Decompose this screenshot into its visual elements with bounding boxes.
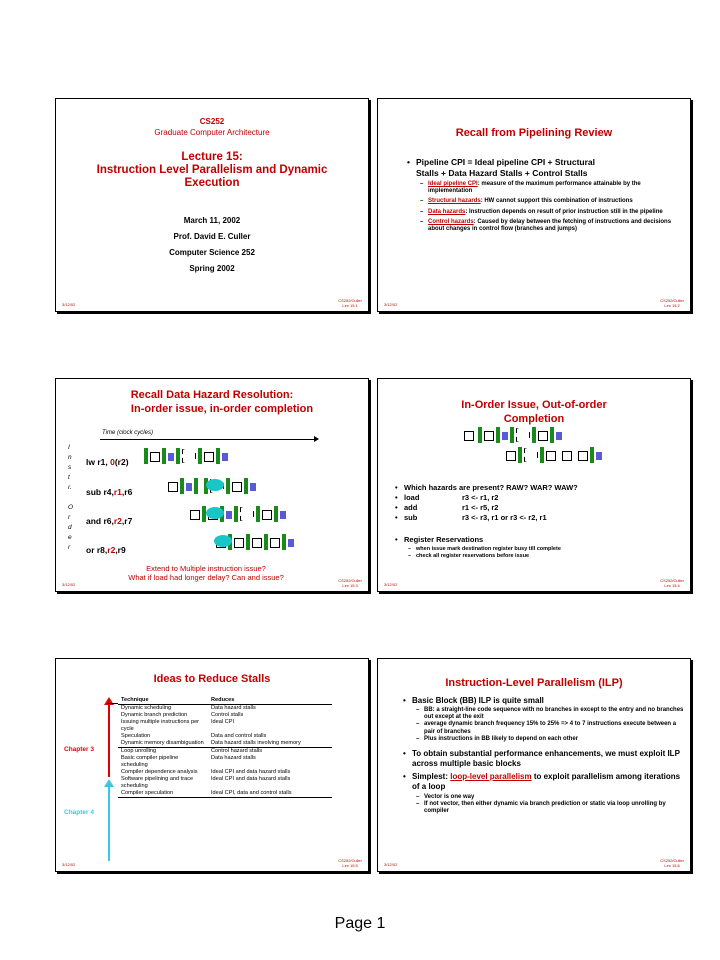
instr-lw	[86, 457, 129, 467]
credit-author: CS252/Culler	[660, 578, 684, 583]
multi-bb-bullet	[412, 749, 684, 769]
register-subs	[416, 546, 676, 560]
chapter3-arrow	[108, 703, 110, 777]
sub-text: when issue mark destination register busy till complete	[416, 546, 561, 552]
table-row	[118, 748, 332, 756]
chapter4-label: Chapter 4	[64, 809, 94, 816]
slide-title: Instruction-Level Parallelism (ILP)	[445, 677, 623, 689]
slide-title-line2: In-order issue, in-order completion	[130, 403, 314, 415]
technique-cell: Speculation	[121, 733, 151, 739]
slide-title-line1: Recall Data Hazard Resolution:	[130, 389, 294, 401]
technique-cell: Software pipelining and trace scheduling	[121, 776, 194, 789]
instruction-order-label	[68, 443, 73, 553]
slide-title: Ideas to Reduce Stalls	[153, 673, 271, 685]
sub-item	[416, 546, 676, 553]
op-load	[404, 493, 684, 503]
cpi-subbullets	[428, 181, 682, 233]
order-letter: O	[68, 504, 74, 511]
chapter3-arrow-tick	[108, 703, 118, 704]
technique-cell: Basic compiler pipeline scheduling	[121, 755, 179, 768]
order-letter: t	[68, 474, 70, 481]
order-letter: s	[68, 464, 72, 471]
column-reduces: Reduces	[208, 697, 332, 705]
reduces-cell: Data hazard stalls	[211, 705, 256, 711]
sub-item	[428, 209, 682, 216]
lecture-number: Lecture 15:	[181, 151, 243, 163]
reduces-cell: Ideal CPI and data hazard stalls	[211, 769, 291, 775]
footer-date: 3/12/02	[384, 582, 398, 587]
sub-item	[416, 553, 676, 560]
slide-2	[377, 98, 691, 312]
reduces-cell: Control hazard stalls	[211, 748, 262, 754]
instr-op: lw r1,	[86, 457, 111, 467]
reduces-cell: Data hazard stalls	[211, 755, 256, 761]
technique-cell: Issuing multiple instructions per cycle	[121, 719, 200, 732]
order-letter: r	[68, 544, 71, 551]
sub-text: : Caused by delay between the fetching of instructions and decisions about changes in control flow (branches and jumps)	[428, 218, 672, 233]
footer-credit	[660, 578, 684, 588]
order-letter: r.	[68, 484, 72, 491]
footer-credit	[338, 578, 362, 588]
register-reservations	[404, 535, 684, 546]
sub-text: : Instruction depends on result of prior instruction still in the pipeline	[465, 208, 663, 215]
sub-item	[424, 721, 684, 735]
slide-5	[55, 658, 369, 872]
slide-1	[55, 98, 369, 312]
sub-text: Vector is one way	[424, 794, 475, 800]
loop-term: loop-level parallelism	[450, 772, 532, 781]
footer-date: 3/12/02	[62, 302, 76, 307]
credit-author: CS252/Culler	[660, 298, 684, 303]
table-row	[118, 776, 332, 790]
cpi-line-1: Pipeline CPI = Ideal pipeline CPI + Structural	[416, 157, 596, 167]
sub-item	[428, 198, 682, 205]
bullet-text: Basic Block (BB) ILP is quite small	[412, 696, 544, 705]
technique-cell: Compiler dependence analysis	[121, 769, 198, 775]
lecture-topic-line1: Instruction Level Parallelism and Dynamic	[96, 164, 328, 176]
reduces-cell: Control stalls	[211, 712, 244, 718]
question-line1: Extend to Multiple instruction issue?	[146, 564, 266, 573]
order-letter: n	[68, 454, 72, 461]
reduces-cell: Ideal CPI and data hazard stalls	[211, 776, 291, 782]
hazard-bullets	[404, 483, 684, 523]
sub-text: BB: a straight-line code sequence with no branches in except to the entry and no branches out except at the exit	[424, 707, 684, 721]
technique-cell: Compiler speculation	[118, 790, 208, 798]
credit-lecture: Lec 15.1	[342, 303, 358, 308]
credit-author: CS252/Culler	[660, 858, 684, 863]
instr-or	[86, 545, 126, 555]
slide-4	[377, 378, 691, 592]
stall-techniques-table	[118, 697, 332, 798]
bullet-text: Which hazards are present? RAW? WAR? WAW?	[404, 483, 578, 492]
technique-cell: Dynamic memory disambiguation	[118, 740, 208, 748]
instr-reg: r1	[113, 487, 122, 497]
table-row	[118, 705, 332, 713]
footer-credit	[338, 858, 362, 868]
instr-op: and r6,	[86, 516, 114, 526]
footer-date: 3/12/02	[384, 862, 398, 867]
credit-author: CS252/Culler	[338, 858, 362, 863]
time-axis-label: Time (clock cycles)	[102, 430, 153, 436]
slide-6	[377, 658, 691, 872]
time-axis	[100, 439, 314, 440]
table-row	[118, 755, 332, 769]
credit-lecture: Lec 15.4	[664, 583, 680, 588]
instr-rest: ,r9	[115, 545, 126, 555]
technique-cell: Dynamic scheduling	[121, 705, 172, 711]
op-args: r1 <- r5, r2	[462, 503, 499, 512]
credit-lecture: Lec 15.2	[664, 303, 680, 308]
instr-op: or r8,	[86, 545, 108, 555]
op-name: load	[404, 493, 420, 502]
sub-text: If not vector, then either dynamic via branch prediction or static via loop unrolling by compiler	[424, 801, 666, 815]
bubble-2	[206, 507, 224, 519]
credit-author: CS252/Culler	[338, 298, 362, 303]
instr-reg: r2	[113, 516, 122, 526]
sub-item	[424, 736, 684, 743]
sub-text: average dynamic branch frequency 15% to 25% => 4 to 7 instructions execute between a pair of branches	[424, 721, 677, 735]
instr-sub	[86, 487, 132, 497]
footer-date: 3/12/02	[62, 862, 76, 867]
sub-item	[424, 707, 684, 721]
term-structural: Structural hazards	[428, 198, 481, 205]
reduces-cell: Data and control stalls	[211, 733, 267, 739]
page-number: Page 1	[334, 915, 386, 932]
term: Spring 2002	[189, 264, 235, 273]
loop-bullet	[412, 772, 684, 792]
pipeline-row-or	[216, 533, 326, 551]
sub-text: : measure of the maximum performance attainable by the implementation	[428, 181, 641, 195]
department: Computer Science 252	[169, 248, 255, 257]
slide-title-line2: Completion	[503, 413, 565, 425]
footer-date: 3/12/02	[384, 302, 398, 307]
op-name: add	[404, 503, 418, 512]
bullet-text: Register Reservations	[404, 535, 484, 544]
footer-credit	[660, 858, 684, 868]
instr-reg: 0	[110, 457, 115, 467]
term-control: Control hazards	[428, 218, 474, 225]
order-letter: d	[68, 524, 72, 531]
op-name: sub	[404, 513, 418, 522]
reduces-cell: Ideal CPI	[211, 719, 235, 725]
reduces-cell: Ideal CPI, data and control stalls	[208, 790, 332, 798]
bullet-text: Simplest:	[412, 772, 451, 781]
ooo-pipeline-row-2	[506, 446, 616, 464]
instr-rest: (r2)	[114, 457, 129, 467]
bullet-text: To obtain substantial performance enhancements, we must exploit ILP across multiple basic blocks	[412, 749, 680, 768]
bb-subs	[424, 707, 684, 743]
instr-op: sub r4,	[86, 487, 114, 497]
order-letter: e	[68, 534, 72, 541]
professor: Prof. David E. Culler	[173, 232, 251, 241]
lecture-topic-line2: Execution	[184, 177, 240, 189]
table-row	[118, 790, 332, 798]
sub-text: Plus instructions in BB likely to depend on each other	[424, 735, 579, 742]
reduces-cell: Data hazard stalls involving memory	[208, 740, 332, 748]
bubble-1	[206, 479, 224, 491]
sub-item	[428, 219, 682, 233]
table-row	[118, 740, 332, 748]
op-add	[404, 503, 684, 513]
chapter3-label: Chapter 3	[64, 746, 94, 753]
order-letter: r	[68, 514, 71, 521]
sub-text: check all register reservations before issue	[416, 553, 530, 560]
credit-lecture: Lec 15.5	[342, 863, 358, 868]
sub-item	[424, 801, 684, 815]
technique-cell: Loop unrolling	[121, 748, 157, 754]
chapter4-arrow	[108, 785, 110, 861]
hazard-question	[404, 483, 684, 493]
credit-author: CS252/Culler	[338, 578, 362, 583]
term-data: Data hazards	[428, 208, 466, 215]
chapter4-arrowhead	[104, 779, 114, 787]
slide-title-line1: In-Order Issue, Out-of-order	[461, 399, 607, 411]
loop-subs	[424, 794, 684, 816]
instr-reg: r2	[107, 545, 116, 555]
op-args: r3 <- r3, r1 or r3 <- r2, r1	[462, 513, 547, 522]
instr-rest: ,r6	[121, 487, 133, 497]
order-letter: I	[68, 444, 70, 451]
question-line2: What if load had longer delay? Can and issue?	[128, 573, 284, 582]
slide-3	[55, 378, 369, 592]
term-ideal: Ideal pipeline CPI	[428, 181, 478, 187]
credit-lecture: Lec 15.6	[664, 863, 680, 868]
op-sub	[404, 513, 684, 523]
table-row	[118, 712, 332, 719]
cpi-bullet	[416, 157, 686, 178]
footer-credit	[660, 298, 684, 308]
table-row	[118, 769, 332, 776]
pipeline-row-sub	[168, 477, 288, 495]
sub-item	[428, 181, 682, 195]
op-args: r3 <- r1, r2	[462, 493, 499, 502]
footer-credit	[338, 298, 362, 308]
technique-cell: Dynamic branch prediction	[121, 712, 188, 718]
bubble-3	[214, 535, 232, 547]
cpi-line-2: Stalls + Data Hazard Stalls + Control Stalls	[416, 167, 588, 178]
order-letter	[68, 493, 73, 503]
footer-date: 3/12/02	[62, 582, 76, 587]
pipeline-row-lw	[144, 447, 264, 465]
table-row	[118, 719, 332, 733]
bb-bullet	[412, 696, 684, 707]
credit-lecture: Lec 15.3	[342, 583, 358, 588]
time-axis-arrow	[314, 436, 319, 442]
bullet-text: to exploit parallelism among iterations of a loop	[412, 772, 681, 791]
sub-text: : HW cannot support this combination of instructions	[480, 198, 633, 205]
column-technique: Technique	[118, 697, 208, 705]
slide-title: Recall from Pipelining Review	[455, 127, 613, 139]
sub-item	[424, 794, 684, 801]
table-header	[118, 697, 332, 705]
table-row	[118, 733, 332, 740]
instr-rest: ,r7	[121, 516, 133, 526]
course-code: CS252	[199, 117, 225, 126]
course-name: Graduate Computer Architecture	[154, 128, 270, 137]
ooo-pipeline-row-1	[464, 426, 584, 444]
lecture-date: March 11, 2002	[183, 216, 241, 225]
instr-and	[86, 516, 132, 526]
